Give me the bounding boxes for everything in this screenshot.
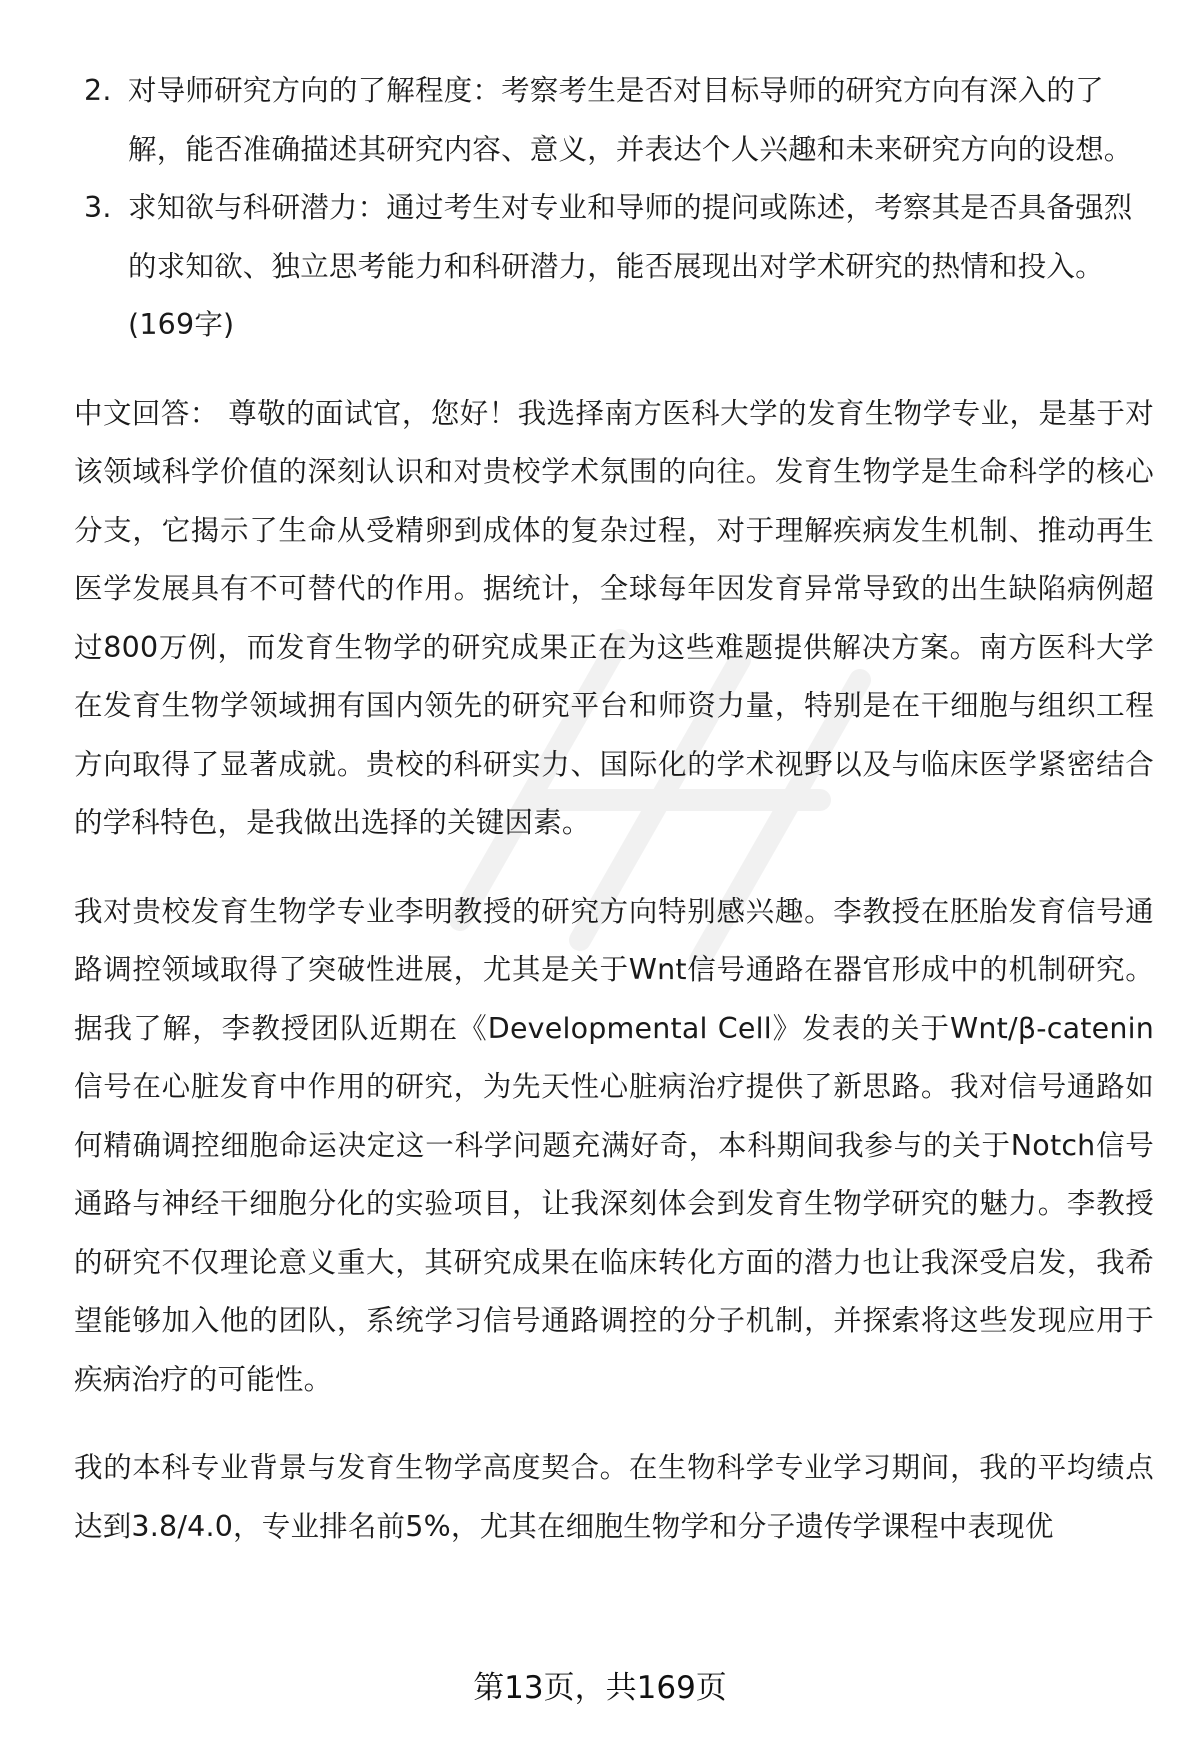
list-item-text: 对导师研究方向的了解程度：考察考生是否对目标导师的研究方向有深入的了解，能否准确描述其研究内容、意义，并表达个人兴趣和未来研究方向的设想。 — [128, 74, 1133, 166]
list-item-number: 2. — [84, 74, 112, 107]
criteria-list — [74, 62, 1154, 355]
list-item-text: 求知欲与科研潜力：通过考生对专业和导师的提问或陈述，考察其是否具备强烈的求知欲、独立思考能力和科研潜力，能否展现出对学术研究的热情和投入。 (169字) — [128, 191, 1133, 341]
page-number-label: 第13页，共169页 — [473, 1670, 727, 1706]
page-footer — [0, 1668, 1200, 1708]
list-item-number: 3. — [84, 191, 112, 224]
list-item — [74, 179, 1154, 355]
list-item — [74, 62, 1154, 179]
answer-paragraph-3: 我的本科专业背景与发育生物学高度契合。在生物科学专业学习期间，我的平均绩点达到3.8/4.0，专业排名前5%，尤其在细胞生物学和分子遗传学课程中表现优 — [74, 1451, 1154, 1543]
answer-paragraph-2: 我对贵校发育生物学专业李明教授的研究方向特别感兴趣。李教授在胚胎发育信号通路调控领域取得了突破性进展，尤其是关于Wnt信号通路在器官形成中的机制研究。据我了解，李教授团队近期在《Developmental Cell》发表的关于Wnt/β-catenin信号在心脏发育中作用的研究，为先天性心脏病治疗提供了新思路。我对信号通路如何精确调控细胞命运决定这一科学问题充满好奇，本科期间我参与的关于Notch信号通路与神经干细胞分化的实验项目，让我深刻体会到发育生物学研究的魅力。李教授的研究不仅理论意义重大，其研究成果在临床转化方面的潜力也让我深受启发，我希望能够加入他的团队，系统学习信号通路调控的分子机制，并探索将这些发现应用于疾病治疗的可能性。 — [74, 894, 1154, 1396]
answer-paragraph-1: 中文回答： 尊敬的面试官，您好！我选择南方医科大学的发育生物学专业，是基于对该领域科学价值的深刻认识和对贵校学术氛围的向往。发育生物学是生命科学的核心分支，它揭示了生命从受精卵到成体的复杂过程，对于理解疾病发生机制、推动再生医学发展具有不可替代的作用。据统计，全球每年因发育异常导致的出生缺陷病例超过800万例，而发育生物学的研究成果正在为这些难题提供解决方案。南方医科大学在发育生物学领域拥有国内领先的研究平台和师资力量，特别是在干细胞与组织工程方向取得了显著成就。贵校的科研实力、国际化的学术视野以及与临床医学紧密结合的学科特色，是我做出选择的关键因素。 — [74, 396, 1154, 839]
page-content — [74, 62, 1154, 1556]
